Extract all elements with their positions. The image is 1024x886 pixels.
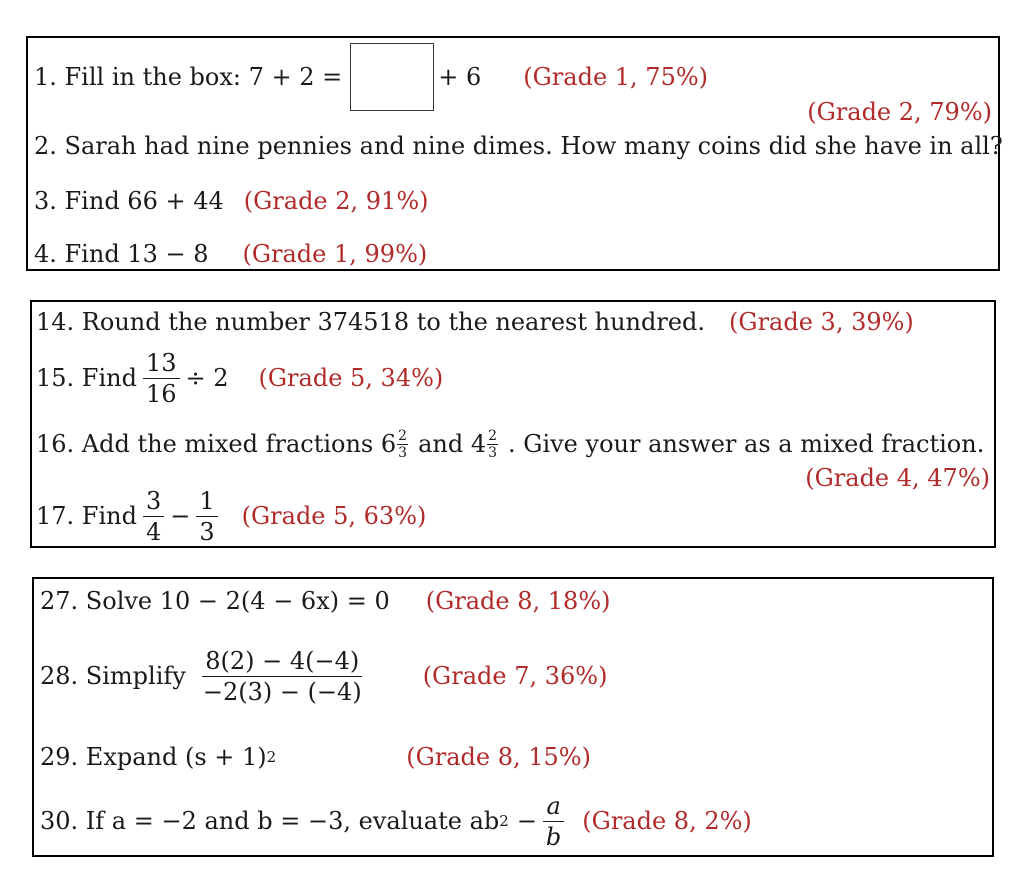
question-box-1 (26, 36, 1003, 271)
grade-label: (Grade 2, 91%) (243, 187, 429, 215)
question-16-prefix: 16. Add the mixed fractions 6 (36, 430, 397, 458)
question-16-suffix: . Give your answer as a mixed fraction. (508, 430, 985, 458)
answer-box[interactable] (350, 43, 434, 111)
question-30-prefix: 30. If a = −2 and b = −3, evaluate ab (40, 807, 500, 835)
question-3 (34, 189, 429, 213)
grade-label: (Grade 7, 36%) (422, 662, 608, 690)
fraction-numerator: 1 (196, 489, 217, 517)
grade-label: (Grade 4, 47%) (805, 464, 990, 492)
question-14 (36, 310, 914, 334)
exponent: 2 (499, 811, 509, 830)
grade-label: (Grade 8, 2%) (582, 807, 752, 835)
question-4 (34, 242, 427, 266)
question-27 (40, 589, 610, 613)
question-2: 2. Sarah had nine pennies and nine dimes. How many coins did she have in all? (34, 132, 1003, 160)
question-27-text: 27. Solve 10 − 2(4 − 6x) = 0 (40, 587, 390, 615)
fraction (143, 348, 180, 408)
fraction-denominator: 16 (145, 379, 177, 408)
grade-label: (Grade 8, 18%) (425, 587, 611, 615)
operator: − (516, 807, 537, 835)
fraction-numerator: a (543, 794, 563, 822)
question-1-after: + 6 (438, 63, 482, 91)
question-28 (40, 639, 607, 713)
question-15-prefix: 15. Find (36, 364, 137, 392)
fraction-numerator: 13 (143, 351, 180, 379)
fraction-denominator: 3 (199, 517, 215, 546)
question-15-after: ÷ 2 (185, 364, 229, 392)
question-1-text: 1. Fill in the box: 7 + 2 = (34, 63, 343, 91)
question-14-text: 14. Round the number 374518 to the nearest hundred. (36, 308, 706, 336)
question-16 (36, 426, 984, 462)
fraction (196, 486, 217, 546)
question-15 (36, 348, 443, 408)
fraction (200, 646, 365, 706)
question-17-prefix: 17. Find (36, 502, 137, 530)
grade-label: (Grade 2, 79%) (807, 98, 992, 126)
question-17 (36, 486, 426, 546)
grade-label: (Grade 8, 15%) (406, 743, 591, 771)
question-29-text: 29. Expand (s + 1) (40, 743, 267, 771)
fraction (543, 791, 564, 851)
fraction-denominator: 3 (398, 444, 408, 461)
question-28-prefix: 28. Simplify (40, 662, 186, 690)
fraction-numerator: 8(2) − 4(−4) (202, 649, 362, 677)
fraction-numerator: 3 (143, 489, 164, 517)
question-16-mid: and 4 (418, 430, 487, 458)
question-1 (34, 42, 708, 112)
mixed-fraction-part (487, 429, 498, 460)
mixed-fraction-part (397, 429, 408, 460)
grade-label: (Grade 1, 99%) (242, 240, 428, 268)
operator: − (170, 502, 191, 530)
grade-label: (Grade 1, 75%) (523, 63, 709, 91)
fraction-numerator: 2 (398, 427, 408, 444)
fraction-numerator: 2 (488, 427, 498, 444)
question-3-text: 3. Find 66 + 44 (34, 187, 224, 215)
grade-label: (Grade 3, 39%) (729, 308, 914, 336)
fraction-denominator: −2(3) − (−4) (202, 677, 362, 706)
question-29 (40, 737, 591, 777)
question-box-3 (32, 577, 994, 857)
fraction (143, 486, 164, 546)
question-4-text: 4. Find 13 − 8 (34, 240, 209, 268)
exponent: 2 (266, 747, 277, 766)
grade-label: (Grade 5, 63%) (241, 502, 427, 530)
fraction-denominator: 4 (145, 517, 162, 546)
question-30 (40, 791, 752, 851)
fraction-denominator: 3 (488, 444, 498, 461)
grade-label: (Grade 5, 34%) (258, 364, 444, 392)
question-box-2 (30, 300, 996, 548)
fraction-denominator: b (545, 822, 562, 851)
